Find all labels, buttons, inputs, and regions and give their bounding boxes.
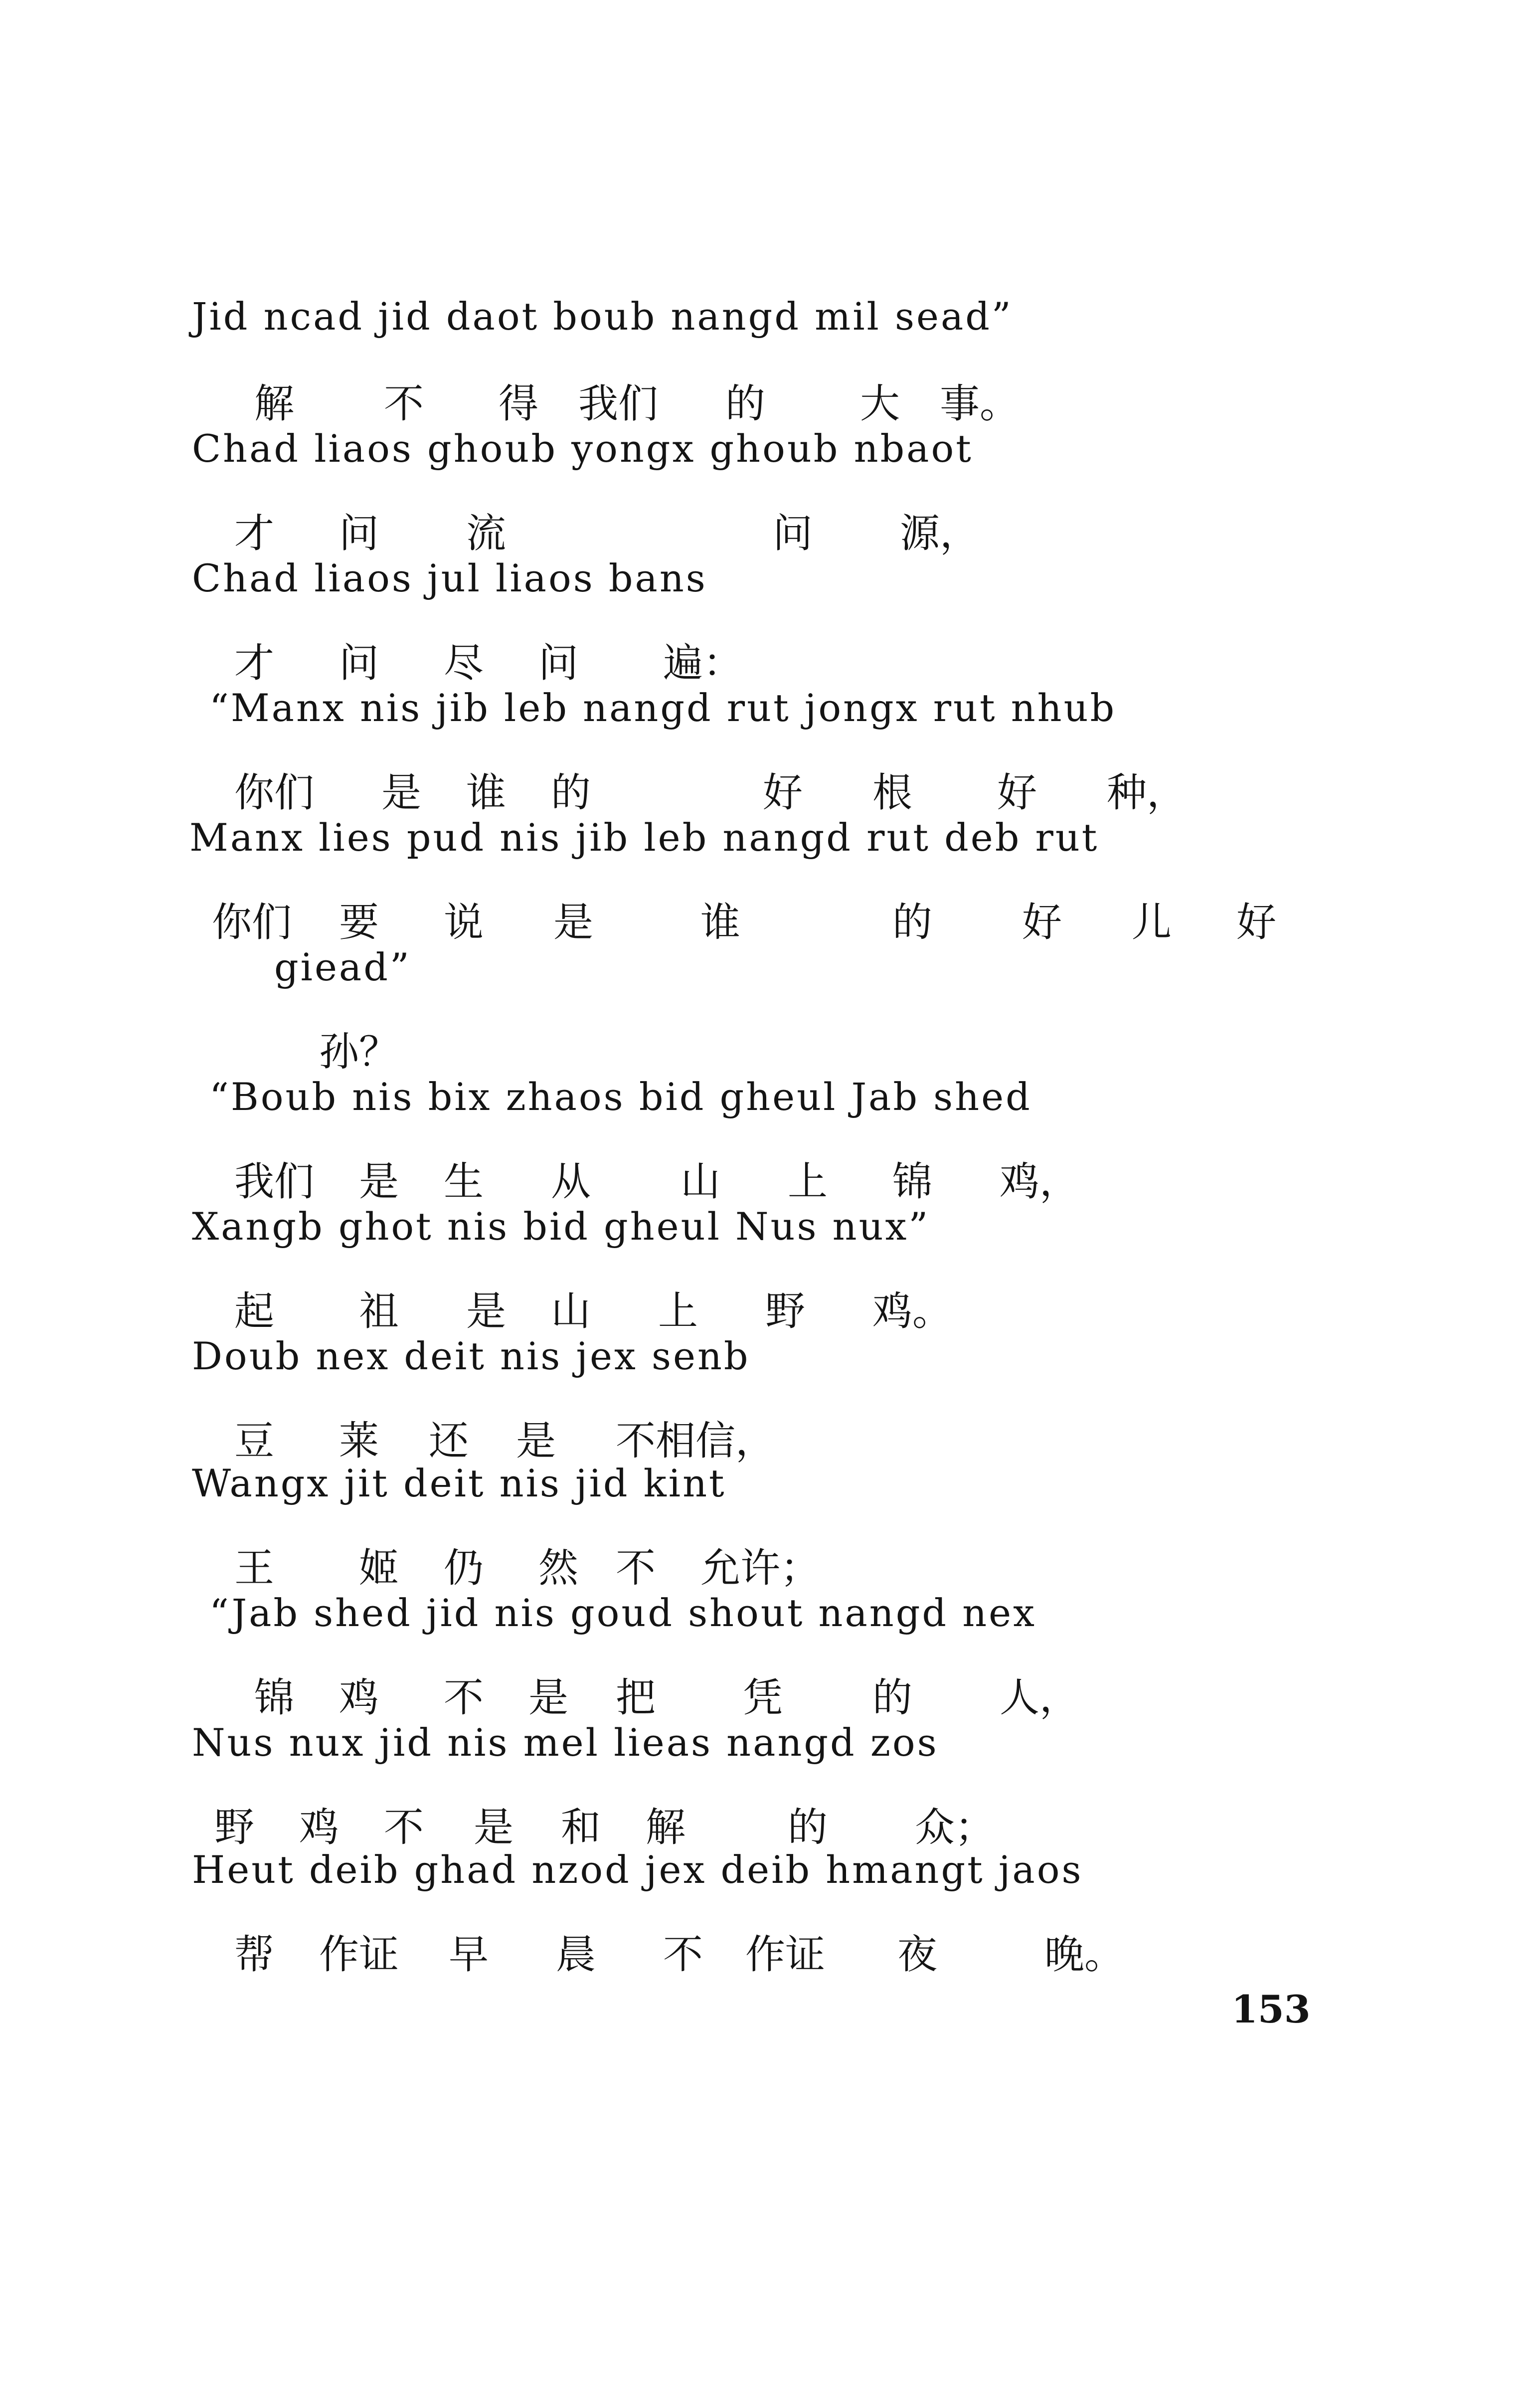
gloss-word: 锦: [892, 1158, 932, 1205]
gloss-word: 凭: [743, 1674, 783, 1721]
gloss-word: 早: [449, 1931, 489, 1978]
gloss-word: 鸡。: [872, 1288, 952, 1334]
gloss-word: 遍：: [663, 640, 743, 686]
gloss-word: 仍: [444, 1545, 484, 1591]
gloss-word: 种，: [1107, 769, 1187, 816]
gloss-word: 把: [616, 1674, 656, 1721]
gloss-word: 孙？: [319, 1029, 399, 1075]
gloss-word: 问: [773, 510, 813, 556]
miao-line: “Jab shed jid nis goud shout nangd nex: [209, 1591, 1036, 1635]
gloss-word: 源，: [900, 510, 980, 556]
gloss-word: 好: [1022, 899, 1062, 945]
gloss-word: 的: [551, 769, 591, 816]
gloss-word: 帮: [234, 1931, 274, 1978]
page-number: 153: [1231, 1987, 1311, 2031]
gloss-word: 是: [553, 899, 593, 945]
gloss-word: 上: [658, 1288, 698, 1334]
gloss-word: 祖: [359, 1288, 399, 1334]
gloss-word: 谁: [466, 769, 506, 816]
gloss-word: 然: [538, 1545, 578, 1591]
gloss-word: 生: [444, 1158, 484, 1205]
gloss-word: 晚。: [1044, 1931, 1124, 1978]
gloss-word: 儿: [1132, 899, 1172, 945]
gloss-word: 要: [339, 899, 379, 945]
gloss-word: 豆: [234, 1418, 274, 1464]
gloss-word: 得: [499, 380, 538, 427]
miao-line: Xangb ghot nis bid gheul Nus nux”: [192, 1204, 930, 1249]
gloss-word: 允许；: [700, 1545, 820, 1591]
gloss-word: 夜: [897, 1931, 937, 1978]
gloss-word: 不: [663, 1931, 703, 1978]
gloss-word: 是: [466, 1288, 506, 1334]
miao-line: Nus nux jid nis mel lieas nangd zos: [192, 1720, 939, 1765]
gloss-word: 人，: [1000, 1674, 1079, 1721]
gloss-word: 解: [646, 1804, 685, 1850]
gloss-word: 野: [214, 1804, 254, 1850]
gloss-word: 解: [254, 380, 294, 427]
gloss-word: 姬: [359, 1545, 399, 1591]
miao-line: Chad liaos jul liaos bans: [192, 556, 707, 600]
miao-line: Wangx jit deit nis jid kint: [192, 1461, 726, 1505]
gloss-word: 我们: [578, 380, 658, 427]
gloss-word: 晨: [556, 1931, 596, 1978]
gloss-word: 鸡: [339, 1674, 379, 1721]
gloss-word: 野: [765, 1288, 805, 1334]
gloss-word: 才: [234, 510, 274, 556]
miao-line: “Manx nis jib leb nangd rut jongx rut nhub: [209, 686, 1117, 730]
gloss-word: 是: [381, 769, 421, 816]
gloss-word: 作证: [745, 1931, 825, 1978]
chinese-gloss-line: [0, 1922, 1124, 2386]
gloss-word: 大: [860, 380, 900, 427]
gloss-word: 上: [788, 1158, 828, 1205]
gloss-word: 是: [528, 1674, 568, 1721]
gloss-word: 说: [444, 899, 484, 945]
gloss-word: 和: [561, 1804, 601, 1850]
miao-line: Heut deib ghad nzod jex deib hmangt jaos: [192, 1847, 1083, 1892]
gloss-word: 好: [1236, 899, 1276, 945]
gloss-word: 是: [474, 1804, 513, 1850]
gloss-word: 从: [551, 1158, 591, 1205]
gloss-word: 根: [872, 769, 912, 816]
gloss-word: 不: [384, 1804, 424, 1850]
gloss-word: 起: [234, 1288, 274, 1334]
gloss-word: 流: [466, 510, 506, 556]
miao-line: Chad liaos ghoub yongx ghoub nbaot: [192, 426, 973, 471]
gloss-word: 是: [359, 1158, 399, 1205]
gloss-word: 你们: [234, 769, 314, 816]
gloss-word: 山: [681, 1158, 720, 1205]
gloss-word: 事。: [940, 380, 1020, 427]
miao-line: Doub nex deit nis jex senb: [192, 1334, 750, 1378]
gloss-word: 不相信，: [616, 1418, 775, 1464]
gloss-word: 还: [429, 1418, 469, 1464]
gloss-word: 的: [788, 1804, 828, 1850]
miao-line: giead”: [274, 945, 411, 989]
gloss-word: 王: [234, 1545, 274, 1591]
gloss-word: 好: [997, 769, 1037, 816]
gloss-word: 的: [892, 899, 932, 945]
miao-line: Jid ncad jid daot boub nangd mil sead”: [192, 294, 1013, 339]
gloss-word: 莱: [339, 1418, 379, 1464]
gloss-word: 问: [538, 640, 578, 686]
gloss-word: 我们: [234, 1158, 314, 1205]
gloss-word: 不: [616, 1545, 656, 1591]
gloss-word: 众；: [915, 1804, 995, 1850]
gloss-word: 尽: [444, 640, 484, 686]
gloss-word: 山: [551, 1288, 591, 1334]
miao-line: Manx lies pud nis jib leb nangd rut deb rut: [189, 815, 1099, 860]
gloss-word: 鸡: [299, 1804, 339, 1850]
gloss-word: 的: [872, 1674, 912, 1721]
miao-line: “Boub nis bix zhaos bid gheul Jab shed: [209, 1075, 1032, 1119]
gloss-word: 不: [384, 380, 424, 427]
gloss-word: 的: [725, 380, 765, 427]
gloss-word: 鸡，: [1000, 1158, 1079, 1205]
gloss-word: 不: [444, 1674, 484, 1721]
gloss-word: 好: [763, 769, 803, 816]
gloss-word: 是: [516, 1418, 556, 1464]
gloss-word: 问: [339, 510, 379, 556]
gloss-word: 才: [234, 640, 274, 686]
gloss-word: 问: [339, 640, 379, 686]
gloss-word: 作证: [319, 1931, 399, 1978]
chinese-gloss-line: [0, 1020, 399, 1159]
gloss-word: 锦: [254, 1674, 294, 1721]
gloss-word: 你们: [212, 899, 292, 945]
gloss-word: 谁: [700, 899, 740, 945]
